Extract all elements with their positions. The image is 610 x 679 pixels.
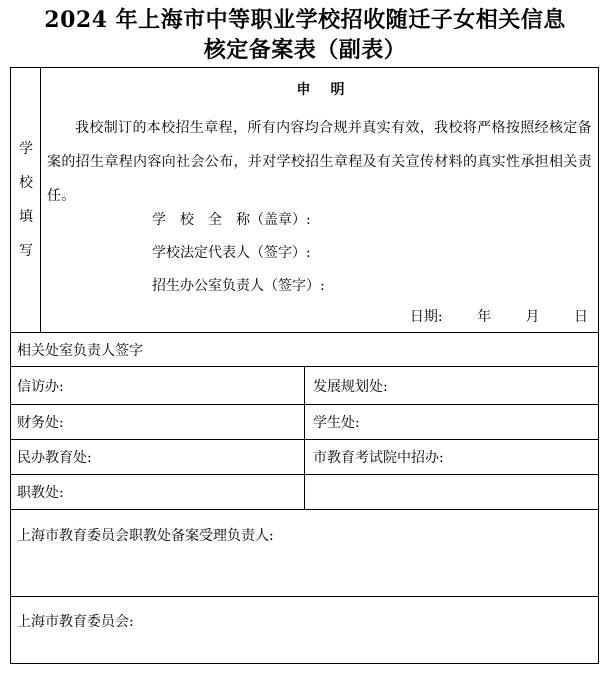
offices-signature-heading: 相关处室负责人签字 bbox=[17, 343, 143, 359]
side-label-char: 填 bbox=[19, 209, 33, 225]
school-name-seal-field[interactable]: 学 校 全 称（盖章）: bbox=[152, 212, 311, 228]
filing-form-table bbox=[10, 67, 599, 664]
form-title-line-2: 核定备案表（副表） bbox=[203, 37, 407, 63]
education-commission-field[interactable]: 上海市教育委员会: bbox=[17, 614, 134, 630]
declaration-text: 我校制订的本校招生章程，所有内容均合规并真实有效，我校将严格按照经核定备案的招生章程内容向社会公布，并对学校招生章程及有关宣传材料的真实性承担相关责任。 bbox=[47, 120, 592, 204]
side-label-char: 学 bbox=[19, 141, 33, 157]
row-divider bbox=[11, 596, 598, 597]
office-column-divider bbox=[304, 366, 305, 509]
side-label-char: 校 bbox=[19, 175, 33, 191]
date-field[interactable]: 日期: 年 月 日 bbox=[409, 309, 588, 325]
school-fill-side-label bbox=[11, 68, 41, 332]
private-education-office-field[interactable]: 民办教育处: bbox=[17, 450, 92, 466]
declaration-heading: 申明 bbox=[296, 82, 365, 98]
finance-office-field[interactable]: 财务处: bbox=[17, 415, 64, 431]
petition-office-field[interactable]: 信访办: bbox=[17, 379, 64, 395]
row-divider bbox=[11, 509, 598, 510]
form-title-line-1: 2024 年上海市中等职业学校招收随迁子女相关信息 bbox=[44, 7, 566, 33]
student-office-field[interactable]: 学生处: bbox=[313, 415, 360, 431]
filing-officer-field[interactable]: 上海市教育委员会职教处备案受理负责人: bbox=[17, 528, 274, 544]
admissions-office-head-signature-field[interactable]: 招生办公室负责人（签字）: bbox=[152, 278, 325, 294]
row-divider bbox=[11, 332, 598, 333]
side-label-char: 写 bbox=[19, 243, 33, 259]
planning-office-field[interactable]: 发展规划处: bbox=[313, 379, 388, 395]
vocational-education-office-field[interactable]: 职教处: bbox=[17, 485, 64, 501]
exam-center-office-field[interactable]: 市教育考试院中招办: bbox=[313, 450, 444, 466]
legal-representative-signature-field[interactable]: 学校法定代表人（签字）: bbox=[152, 245, 311, 261]
